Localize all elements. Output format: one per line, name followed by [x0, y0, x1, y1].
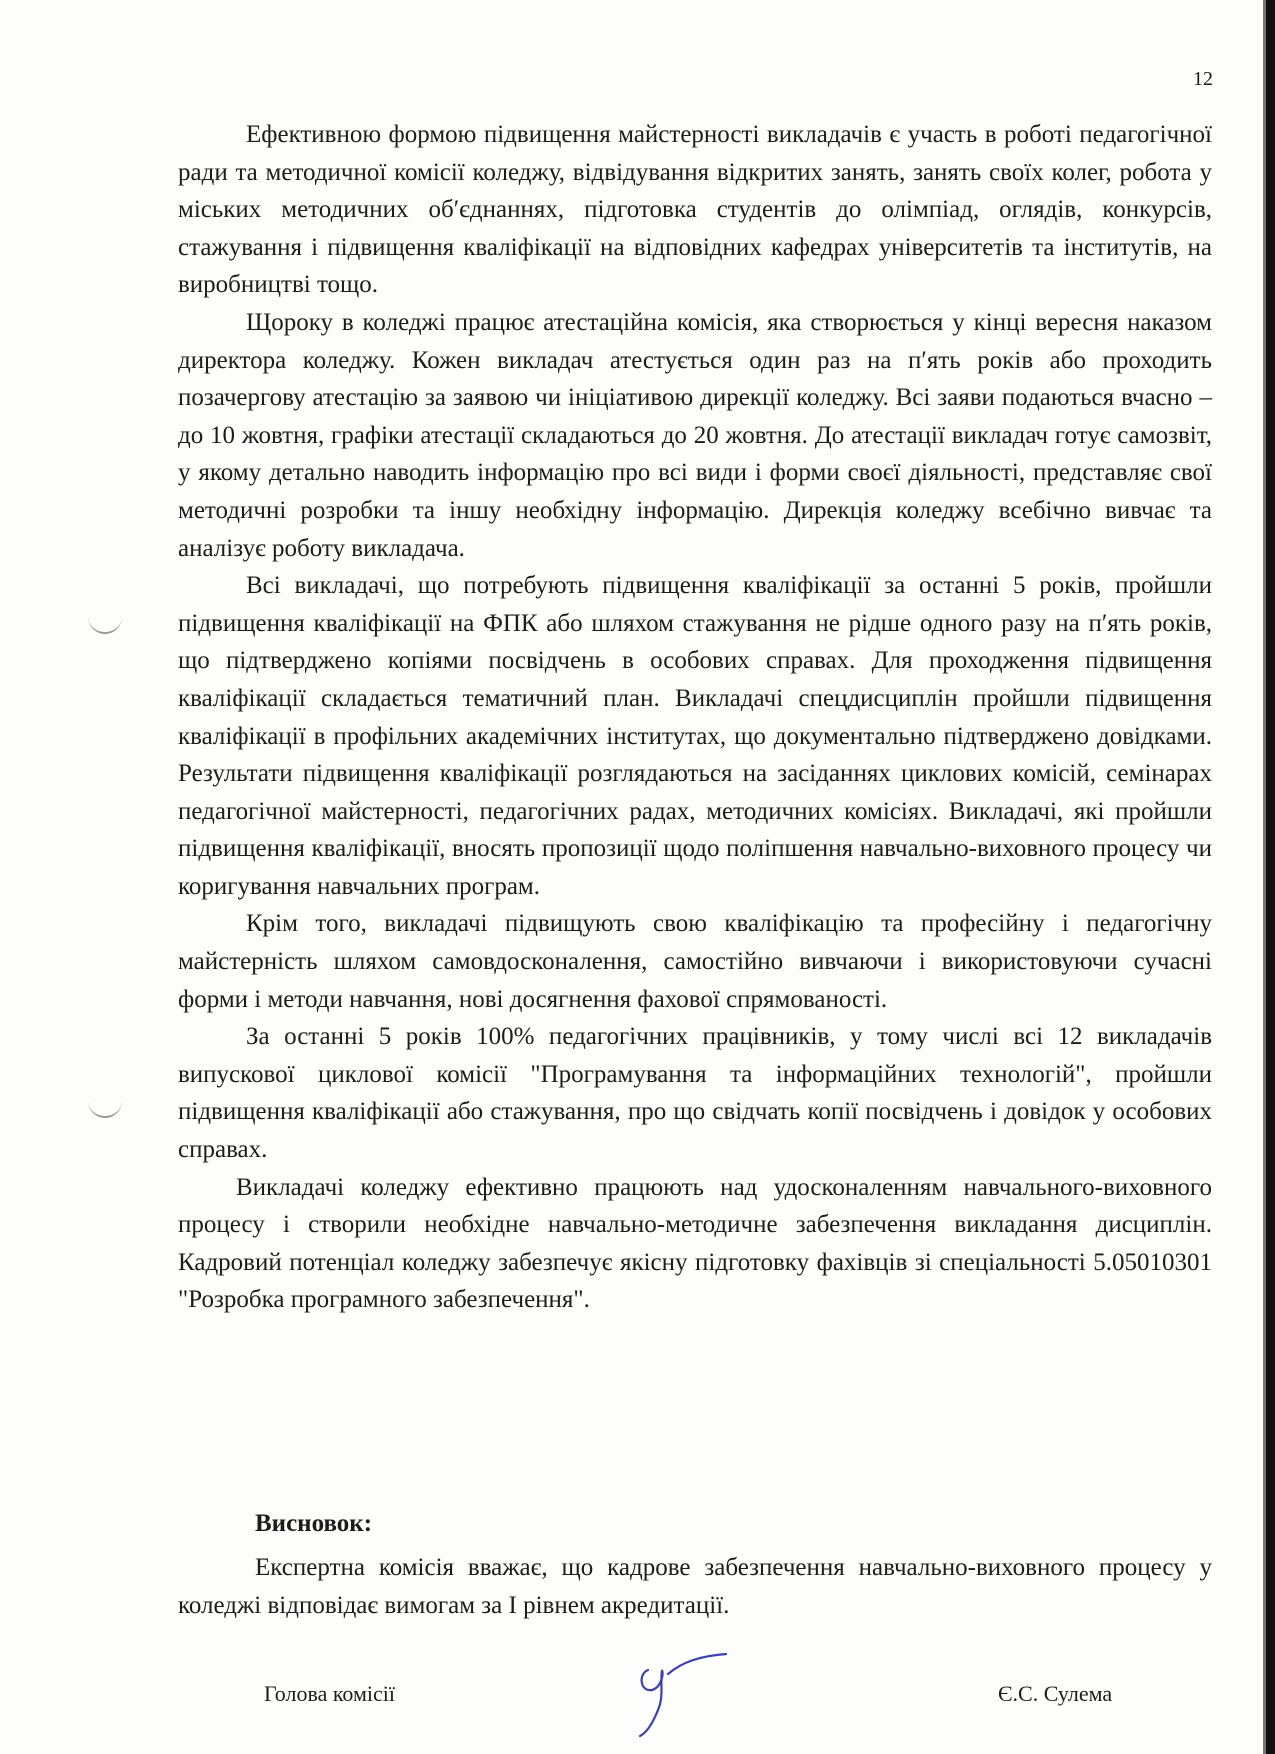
paragraph-4: Крім того, викладачі підвищують свою кваліфікацію та професійну і педагогічну майстерність шляхом самовдосконалення, самостійно вивчаючи і використовуючи сучасні форми і методи навчання, нові досягнення фахової спрямованості.: [178, 910, 1212, 1013]
paragraph-3: Всі викладачі, що потребують підвищення кваліфікації за останні 5 років, пройшли підвищення кваліфікації на ФПК або шляхом стажування не рідше одного разу на п′ять років, що підтверджено копіями посвідчень в особових справах. Для проходження підвищення кваліфікації складається тематичний план. Викладачі спецдисциплін пройшли підвищення кваліфікації в профільних академічних інститутах, що документально підтверджено довідками. Результати підвищення кваліфікації розглядаються на засіданнях циклових комісій, семінарах педагогічної майстерності, педагогічних радах, методичних комісіях. Викладачі, які пройшли підвищення кваліфікації, вносять пропозиції щодо поліпшення навчально-виховного процесу чи коригування навчальних програм.: [178, 572, 1212, 900]
handwritten-signature: [630, 1640, 750, 1740]
conclusion-title: Висновок:: [255, 1510, 373, 1537]
paragraph-6: Викладачі коледжу ефективно працюють над удосконаленням навчального-виховного процесу і створили необхідне навчально-методичне забезпечення викладання дисциплін. Кадровий потенціал коледжу забезпечує якісну підготовку фахівців зі спеціальності 5.05010301 "Розробка програмного забезпечення".: [178, 1173, 1212, 1314]
signature-label: Голова комісії: [264, 1681, 396, 1706]
paragraph-1: Ефективною формою підвищення майстерності викладачів є участь в роботі педагогічної ради та методичної комісії коледжу, відвідування відкритих занять, занять своїх колег, робота у міських методичних об′єднаннях, підготовка студентів до олімпіад, оглядів, конкурсів, стажування і підвищення кваліфікації на відповідних кафедрах університетів та інститутів, на виробництві тощо.: [178, 121, 1212, 299]
signature-name: Є.С. Сулема: [998, 1681, 1113, 1706]
conclusion-text: Експертна комісія вважає, що кадрове забезпечення навчально-виховного процесу у коледжі відповідає вимогам за І рівнем акредитації.: [178, 1554, 1212, 1619]
paragraph-5: За останні 5 років 100% педагогічних працівників, у тому числі всі 12 викладачів випускової циклової комісії "Програмування та інформаційних технологій", пройшли підвищення кваліфікації або стажування, про що свідчать копії посвідчень і довідок у особових справах.: [178, 1023, 1212, 1164]
punch-hole-mark: [88, 1090, 122, 1118]
punch-hole-mark: [88, 606, 122, 634]
body-text: [178, 116, 1212, 1319]
scan-dark-edge: [1266, 0, 1275, 1754]
paragraph-2: Щороку в коледжі працює атестаційна комісія, яка створюється у кінці вересня наказом директора коледжу. Кожен викладач атестується один раз на п′ять років або проходить позачергову атестацію за заявою чи ініціативою дирекції коледжу. Всі заяви подаються вчасно – до 10 жовтня, графіки атестації складаються до 20 жовтня. До атестації викладач готує самозвіт, у якому детально наводить інформацію про всі види і форми своєї діяльності, представляє свої методичні розробки та іншу необхідну інформацію. Дирекція коледжу всебічно вивчає та аналізує роботу викладача.: [178, 308, 1212, 562]
page-number: 12: [1193, 68, 1213, 90]
